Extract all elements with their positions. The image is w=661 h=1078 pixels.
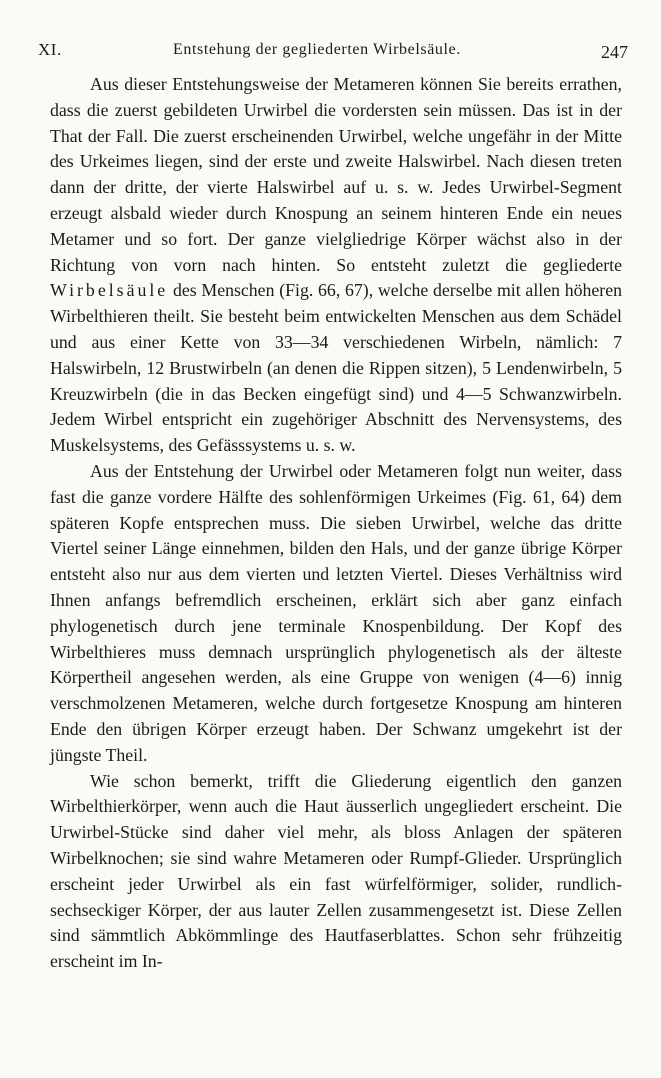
running-header <box>38 34 628 62</box>
paragraph-1 <box>50 72 622 459</box>
page-number: 247 <box>601 42 628 62</box>
paragraph-1-text-a: Aus dieser Entstehungsweise der Metameren können Sie bereits errathen, dass die zuerst gebildeten Urwirbel die vordersten sein müssen. Das ist in der That der Fall. Die zuerst erscheinenden Urwirbel, welche ungefähr in der Mitte des Urkeimes liegen, sind der erste und zweite Halswirbel. Nach diesen treten dann der dritte, der vierte Halswirbel auf u. s. w. Jedes Urwirbel-Segment erzeugt alsbald wieder durch Knospung an seinem hinteren Ende ein neues Metamer und so fort. Der ganze vielgliedrige Körper wächst also in der Richtung von vorn nach hinten. So entsteht zuletzt die gegliederte <box>50 74 622 275</box>
body-text <box>50 72 622 975</box>
running-title: Entstehung der gegliederten Wirbelsäule. <box>173 41 461 58</box>
paragraph-3: Wie schon bemerkt, trifft die Gliederung eigentlich den ganzen Wirbelthierkörper, wenn auch die Haut äusserlich ungegliedert erscheint. Die Urwirbel-Stücke sind daher viel mehr, als bloss Anlagen der späteren Wirbelknochen; sie sind wahre Metameren oder Rumpf-Glieder. Ursprünglich erscheint jeder Urwirbel als ein fast würfelförmiger, solider, rundlich-sechseckiger Körper, der aus lauter Zellen zusammengesetzt ist. Diese Zellen sind sämmtlich Abkömmlinge des Hautfaserblattes. Schon sehr frühzeitig erscheint im In- <box>50 770 622 972</box>
paragraph-1-text-b: des Menschen (Fig. 66, 67), welche derselbe mit allen höheren Wirbelthieren theilt. Sie besteht beim entwickelten Menschen aus dem Schädel und aus einer Kette von 33—34 verschiedenen Wirbeln, nämlich: 7 Halswirbeln, 12 Brustwirbeln (an denen die Rippen sitzen), 5 Lendenwirbeln, 5 Kreuzwirbeln (die in das Becken eingefügt sind) und 4—5 Schwanzwirbeln. Jedem Wirbel entspricht ein zugehöriger Abschnitt des Nervensystems, des Muskelsystems, des Gefässsystems u. s. w. <box>50 280 622 456</box>
emphasized-term: Wirbelsäule <box>50 280 169 301</box>
paragraph-2: Aus der Entstehung der Urwirbel oder Metameren folgt nun weiter, dass fast die ganze vordere Hälfte des sohlenförmigen Urkeimes (Fig. 61, 64) dem späteren Kopfe entsprechen muss. Die sieben Urwirbel, welche das dritte Viertel seiner Länge einnehmen, bilden den Hals, und der ganze übrige Körper entsteht also nur aus dem vierten und letzten Viertel. Dieses Verhältniss wird Ihnen anfangs befremdlich erscheinen, erklärt sich aber ganz einfach phylogenetisch durch jene terminale Knospenbildung. Der Kopf des Wirbelthieres muss demnach ursprünglich phylogenetisch als der älteste Körpertheil angesehen werden, als eine Gruppe von wenigen (4—6) innig verschmolzenen Metameren, welche durch fortgesetze Knospung am hinteren Ende den übrigen Körper erzeugt haben. Der Schwanz umgekehrt ist der jüngste Theil. <box>50 460 622 765</box>
chapter-number: XI. <box>38 40 62 59</box>
